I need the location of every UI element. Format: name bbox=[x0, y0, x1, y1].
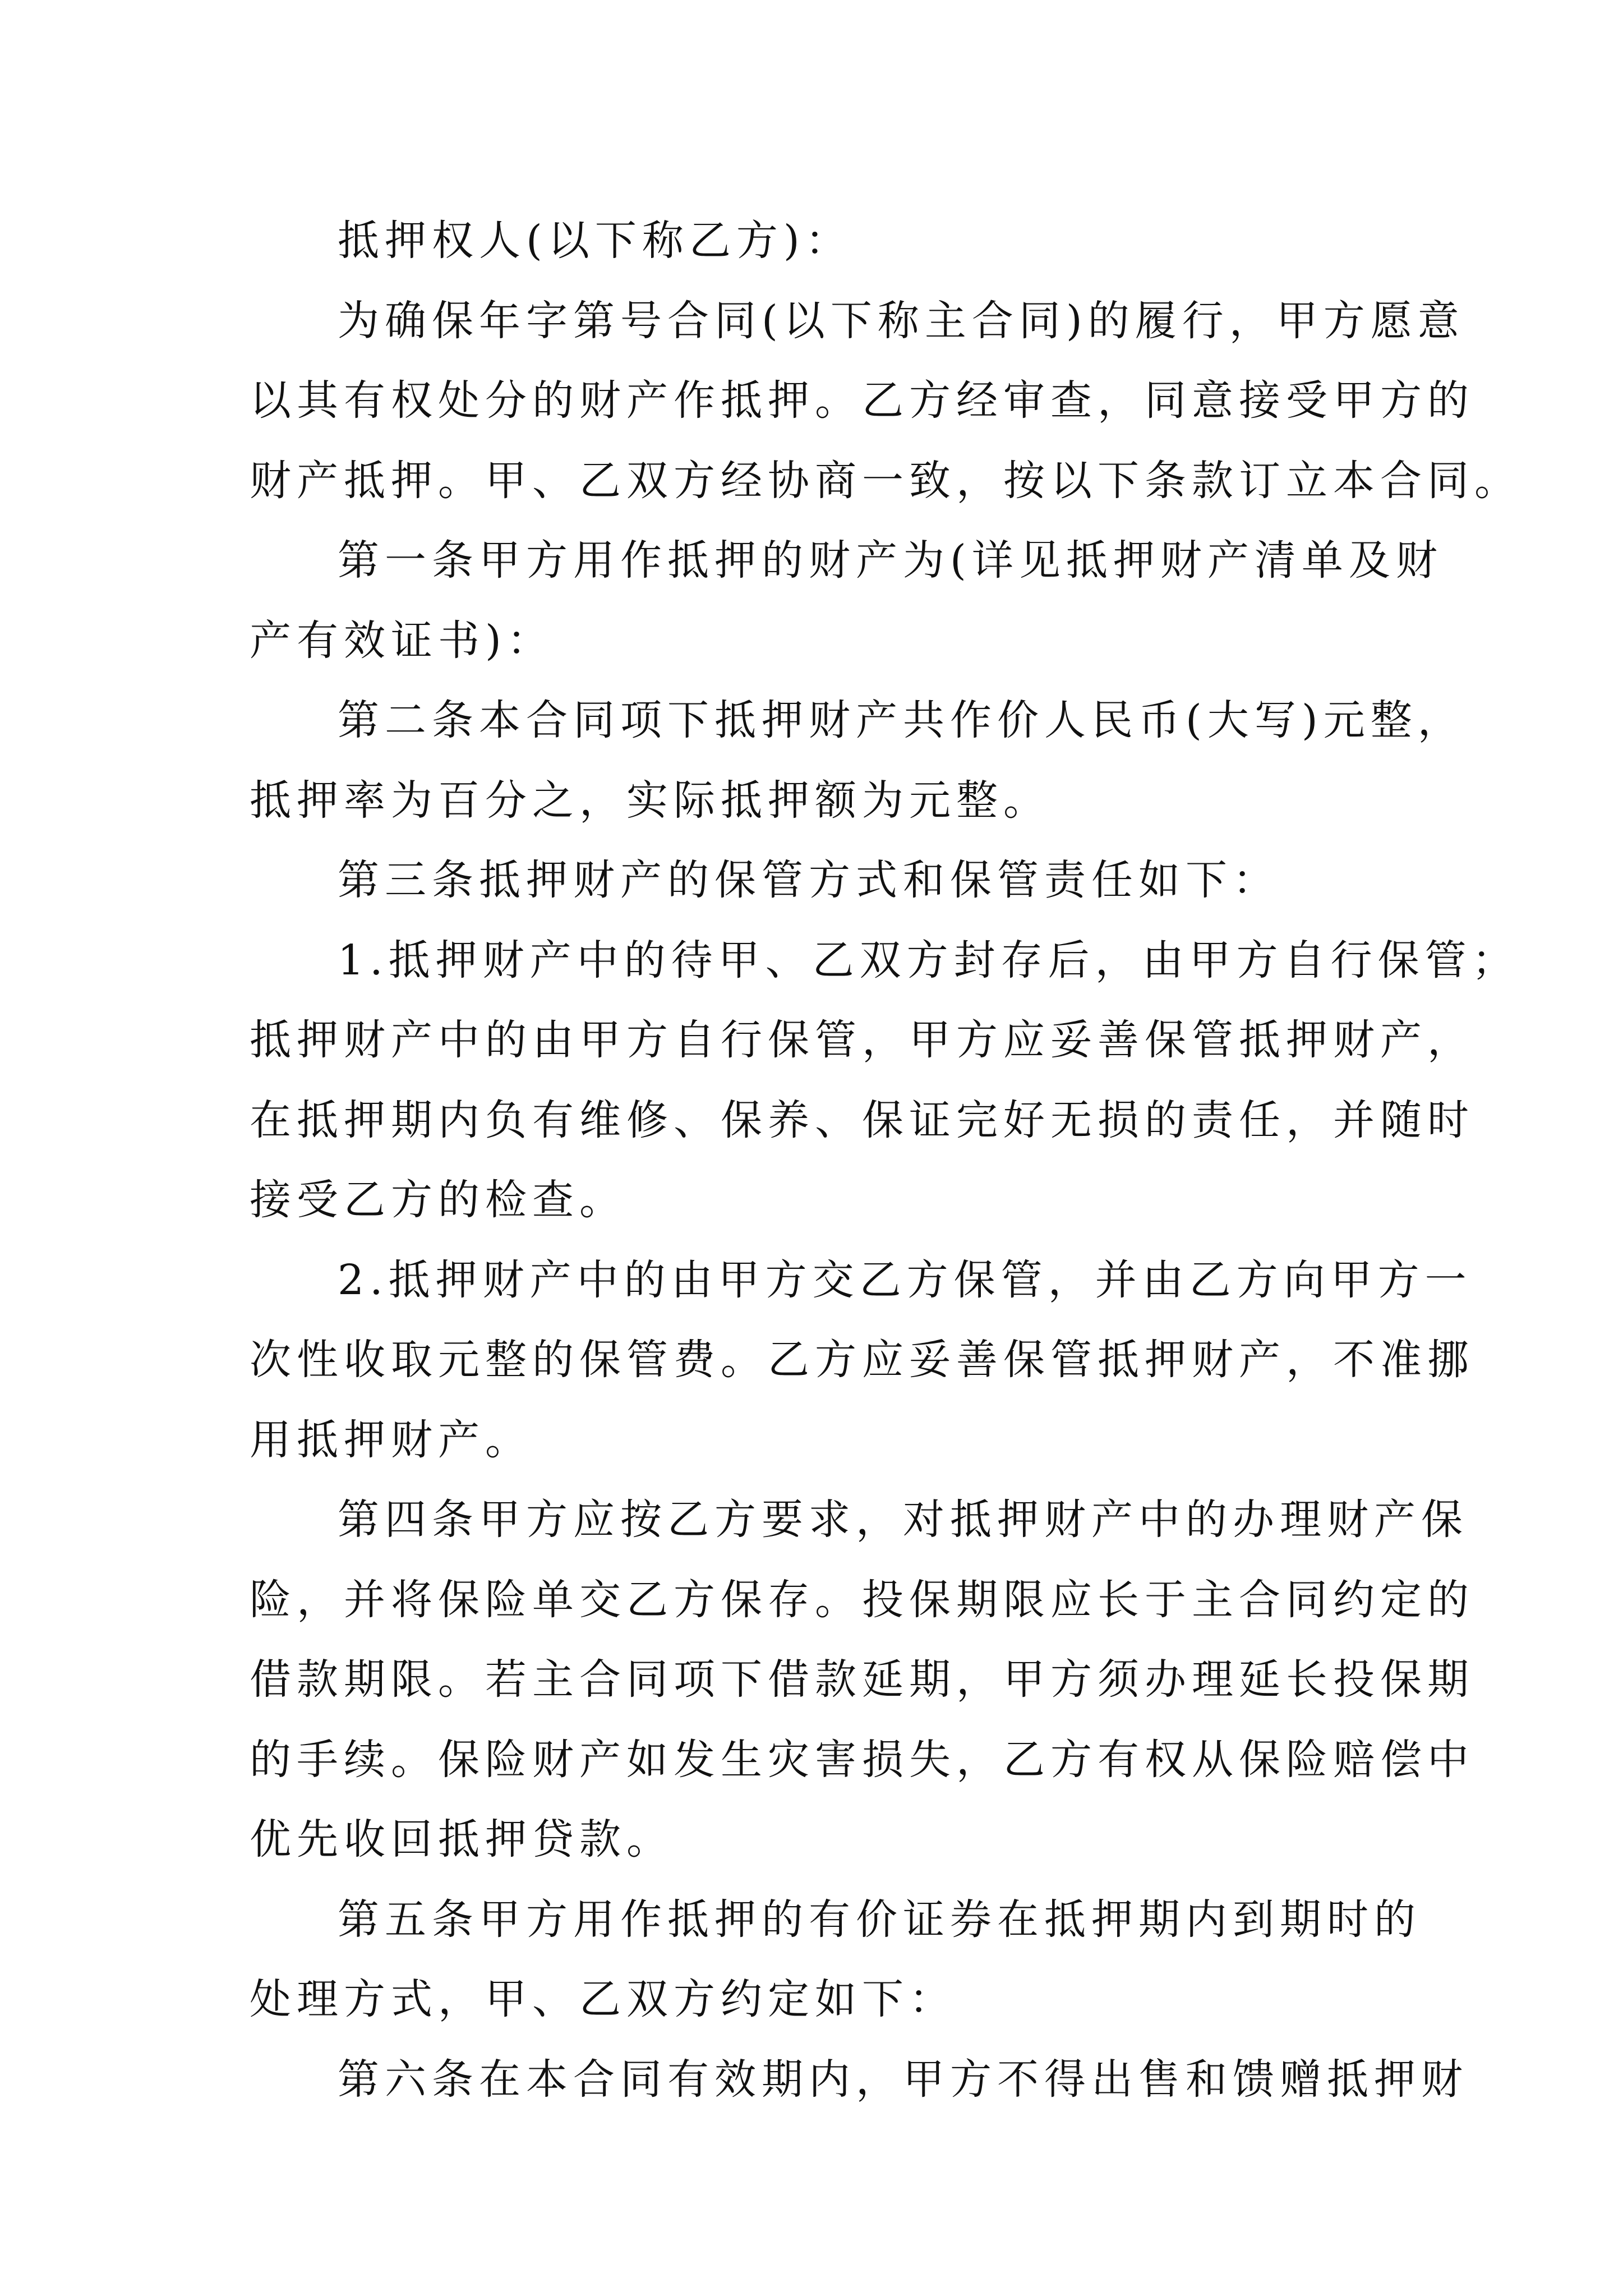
text-line-item-2-c: 用抵押财产。 bbox=[250, 1415, 532, 1464]
text-line-item-2-b: 次性收取元整的保管费。乙方应妥善保管抵押财产，不准挪 bbox=[250, 1336, 1474, 1384]
text-line-preamble-3: 财产抵押。甲、乙双方经协商一致，按以下条款订立本合同。 bbox=[250, 456, 1521, 505]
text-line-article-2-a: 第二条本合同项下抵押财产共作价人民币(大写)元整， bbox=[338, 696, 1465, 744]
text-line-article-1-a: 第一条甲方用作抵押的财产为(详见抵押财产清单及财 bbox=[338, 536, 1443, 585]
text-line-item-2-a: 2.抵押财产中的由甲方交乙方保管，并由乙方向甲方一 bbox=[338, 1255, 1472, 1304]
text-line-article-4-d: 的手续。保险财产如发生灾害损失，乙方有权从保险赔偿中 bbox=[250, 1735, 1474, 1784]
text-line-preamble-1: 为确保年字第号合同(以下称主合同)的履行，甲方愿意 bbox=[338, 296, 1465, 345]
text-line-item-1-b: 抵押财产中的由甲方自行保管，甲方应妥善保管抵押财产， bbox=[250, 1016, 1474, 1064]
text-line-article-5-b: 处理方式，甲、乙双方约定如下： bbox=[250, 1975, 956, 2023]
text-line-mortgagee: 抵押权人(以下称乙方)： bbox=[338, 217, 852, 265]
text-line-article-4-c: 借款期限。若主合同项下借款延期，甲方须办理延长投保期 bbox=[250, 1655, 1474, 1704]
text-line-article-4-b: 险，并将保险单交乙方保存。投保期限应长于主合同约定的 bbox=[250, 1575, 1474, 1624]
text-line-preamble-2: 以其有权处分的财产作抵押。乙方经审查，同意接受甲方的 bbox=[250, 376, 1474, 425]
text-line-article-2-b: 抵押率为百分之，实际抵押额为元整。 bbox=[250, 776, 1050, 825]
text-line-article-6-a: 第六条在本合同有效期内，甲方不得出售和馈赠抵押财 bbox=[338, 2055, 1468, 2104]
text-line-article-5-a: 第五条甲方用作抵押的有价证券在抵押期内到期时的 bbox=[338, 1895, 1421, 1944]
text-line-article-1-b: 产有效证书)： bbox=[250, 616, 554, 665]
text-line-item-1-c: 在抵押期内负有维修、保养、保证完好无损的责任，并随时 bbox=[250, 1096, 1474, 1144]
text-line-item-1-a: 1.抵押财产中的待甲、乙双方封存后，由甲方自行保管； bbox=[338, 936, 1519, 984]
text-line-item-1-d: 接受乙方的检查。 bbox=[250, 1176, 626, 1224]
contract-text-body bbox=[250, 201, 1521, 2119]
text-line-article-4-a: 第四条甲方应按乙方要求，对抵押财产中的办理财产保 bbox=[338, 1496, 1468, 1544]
text-line-article-3: 第三条抵押财产的保管方式和保管责任如下： bbox=[338, 856, 1280, 904]
text-line-article-4-e: 优先收回抵押贷款。 bbox=[250, 1815, 674, 1864]
